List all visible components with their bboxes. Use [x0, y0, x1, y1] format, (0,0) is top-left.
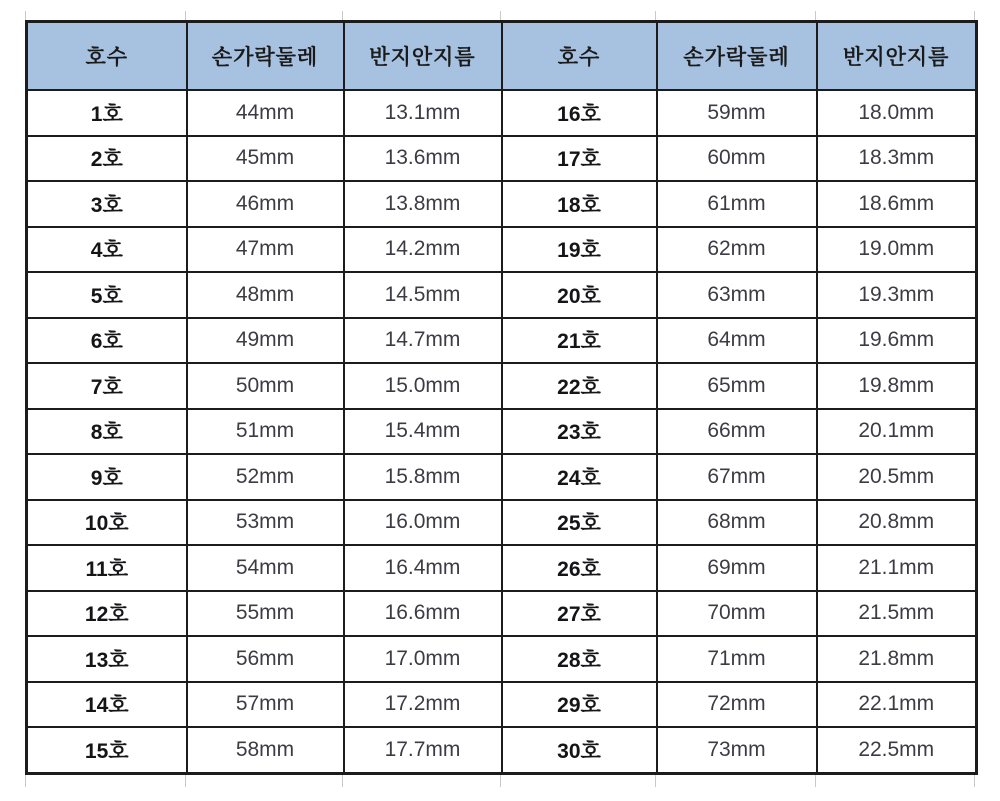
value-cell: 65mm	[657, 363, 817, 409]
value-cell: 13.8mm	[344, 181, 502, 227]
gridline-stub	[342, 11, 343, 20]
size-cell: 7호	[27, 363, 187, 409]
table-row	[27, 682, 977, 728]
size-cell: 6호	[27, 318, 187, 364]
size-cell: 19호	[502, 227, 657, 273]
table-row	[27, 545, 977, 591]
value-cell: 13.1mm	[344, 90, 502, 136]
table-row	[27, 363, 977, 409]
value-cell: 52mm	[187, 454, 344, 500]
value-cell: 14.2mm	[344, 227, 502, 273]
header-row	[27, 22, 977, 91]
value-cell: 64mm	[657, 318, 817, 364]
header-circumference-left: 손가락둘레	[187, 22, 344, 91]
value-cell: 19.0mm	[817, 227, 977, 273]
value-cell: 63mm	[657, 272, 817, 318]
size-cell: 16호	[502, 90, 657, 136]
value-cell: 57mm	[187, 682, 344, 728]
value-cell: 14.7mm	[344, 318, 502, 364]
size-cell: 8호	[27, 409, 187, 455]
size-cell: 27호	[502, 591, 657, 637]
value-cell: 15.0mm	[344, 363, 502, 409]
gridline-stub	[25, 775, 26, 787]
value-cell: 13.6mm	[344, 136, 502, 182]
header-size-right: 호수	[502, 22, 657, 91]
value-cell: 22.1mm	[817, 682, 977, 728]
gridline-stub	[500, 11, 501, 20]
size-cell: 23호	[502, 409, 657, 455]
size-cell: 30호	[502, 727, 657, 773]
gridline-stub	[655, 775, 656, 787]
value-cell: 48mm	[187, 272, 344, 318]
value-cell: 21.1mm	[817, 545, 977, 591]
value-cell: 68mm	[657, 500, 817, 546]
value-cell: 19.8mm	[817, 363, 977, 409]
gridline-stub	[25, 11, 26, 20]
value-cell: 19.3mm	[817, 272, 977, 318]
value-cell: 44mm	[187, 90, 344, 136]
table-row	[27, 591, 977, 637]
size-cell: 26호	[502, 545, 657, 591]
size-cell: 5호	[27, 272, 187, 318]
gridline-stub	[974, 11, 975, 20]
value-cell: 17.0mm	[344, 636, 502, 682]
value-cell: 70mm	[657, 591, 817, 637]
table-row	[27, 500, 977, 546]
value-cell: 15.8mm	[344, 454, 502, 500]
gridline-stub	[815, 11, 816, 20]
gridline-stub	[185, 11, 186, 20]
gridline-stub	[185, 775, 186, 787]
table-row	[27, 318, 977, 364]
value-cell: 59mm	[657, 90, 817, 136]
value-cell: 49mm	[187, 318, 344, 364]
value-cell: 47mm	[187, 227, 344, 273]
value-cell: 58mm	[187, 727, 344, 773]
value-cell: 15.4mm	[344, 409, 502, 455]
value-cell: 19.6mm	[817, 318, 977, 364]
gridline-stub	[974, 775, 975, 787]
value-cell: 18.6mm	[817, 181, 977, 227]
size-cell: 3호	[27, 181, 187, 227]
size-cell: 1호	[27, 90, 187, 136]
value-cell: 51mm	[187, 409, 344, 455]
header-inner-diameter-left: 반지안지름	[344, 22, 502, 91]
value-cell: 61mm	[657, 181, 817, 227]
size-cell: 11호	[27, 545, 187, 591]
value-cell: 71mm	[657, 636, 817, 682]
size-cell: 9호	[27, 454, 187, 500]
value-cell: 69mm	[657, 545, 817, 591]
header-inner-diameter-right: 반지안지름	[817, 22, 977, 91]
value-cell: 17.7mm	[344, 727, 502, 773]
size-cell: 4호	[27, 227, 187, 273]
table-row	[27, 636, 977, 682]
header-circumference-right: 손가락둘레	[657, 22, 817, 91]
value-cell: 46mm	[187, 181, 344, 227]
value-cell: 20.1mm	[817, 409, 977, 455]
value-cell: 45mm	[187, 136, 344, 182]
table-row	[27, 181, 977, 227]
value-cell: 20.5mm	[817, 454, 977, 500]
size-cell: 12호	[27, 591, 187, 637]
value-cell: 14.5mm	[344, 272, 502, 318]
value-cell: 55mm	[187, 591, 344, 637]
size-cell: 14호	[27, 682, 187, 728]
value-cell: 54mm	[187, 545, 344, 591]
ring-size-table	[25, 20, 978, 775]
table-row	[27, 90, 977, 136]
value-cell: 72mm	[657, 682, 817, 728]
size-cell: 15호	[27, 727, 187, 773]
table-row	[27, 227, 977, 273]
size-cell: 2호	[27, 136, 187, 182]
table-row	[27, 454, 977, 500]
value-cell: 21.5mm	[817, 591, 977, 637]
value-cell: 16.4mm	[344, 545, 502, 591]
value-cell: 21.8mm	[817, 636, 977, 682]
value-cell: 62mm	[657, 227, 817, 273]
gridline-stub	[342, 775, 343, 787]
value-cell: 73mm	[657, 727, 817, 773]
size-cell: 21호	[502, 318, 657, 364]
value-cell: 20.8mm	[817, 500, 977, 546]
size-cell: 10호	[27, 500, 187, 546]
value-cell: 56mm	[187, 636, 344, 682]
value-cell: 18.3mm	[817, 136, 977, 182]
size-cell: 17호	[502, 136, 657, 182]
value-cell: 50mm	[187, 363, 344, 409]
value-cell: 66mm	[657, 409, 817, 455]
table-row	[27, 409, 977, 455]
gridline-stub	[815, 775, 816, 787]
size-cell: 22호	[502, 363, 657, 409]
ring-size-table-container	[25, 20, 975, 775]
size-cell: 24호	[502, 454, 657, 500]
gridline-stub	[655, 11, 656, 20]
size-cell: 28호	[502, 636, 657, 682]
header-size-left: 호수	[27, 22, 187, 91]
value-cell: 22.5mm	[817, 727, 977, 773]
value-cell: 60mm	[657, 136, 817, 182]
value-cell: 53mm	[187, 500, 344, 546]
gridline-stub	[500, 775, 501, 787]
table-row	[27, 272, 977, 318]
value-cell: 17.2mm	[344, 682, 502, 728]
size-cell: 25호	[502, 500, 657, 546]
size-cell: 29호	[502, 682, 657, 728]
value-cell: 16.6mm	[344, 591, 502, 637]
size-cell: 20호	[502, 272, 657, 318]
table-row	[27, 136, 977, 182]
value-cell: 18.0mm	[817, 90, 977, 136]
value-cell: 67mm	[657, 454, 817, 500]
value-cell: 16.0mm	[344, 500, 502, 546]
table-row	[27, 727, 977, 773]
size-cell: 13호	[27, 636, 187, 682]
size-cell: 18호	[502, 181, 657, 227]
